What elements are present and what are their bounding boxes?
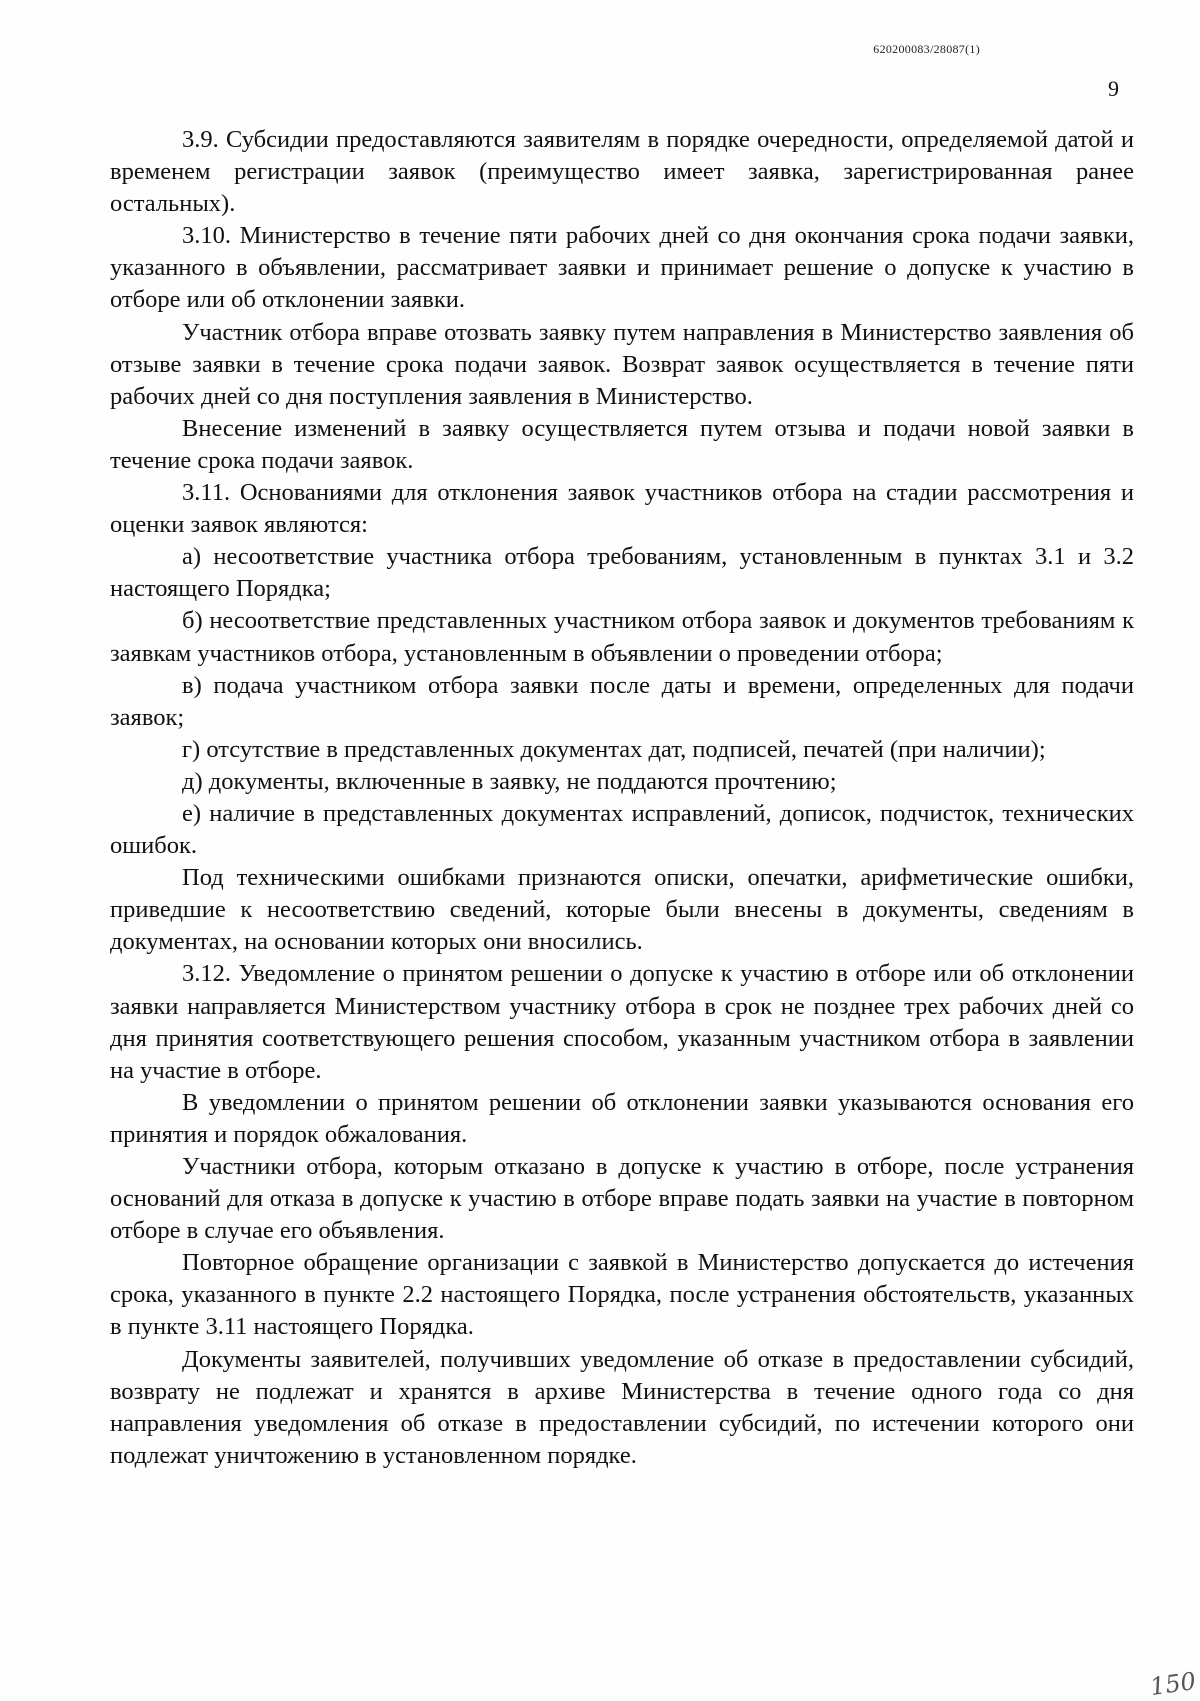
paragraph-technical-errors: Под техническими ошибками признаются описки, опечатки, арифметические ошибки, приведшие к несоответствию сведений, которые были внесены в документы, сведениям в документах, на основании которых они вносились. bbox=[110, 864, 1134, 956]
document-body bbox=[110, 124, 1134, 1472]
paragraph-repeat-appeal: Повторное обращение организации с заявкой в Министерство допускается до истечения срока, указанного в пункте 2.2 настоящего Порядка, после устранения обстоятельств, указанных в пункте 3.11 настоящего Порядка. bbox=[110, 1249, 1134, 1341]
handwritten-page-number: 150 bbox=[1148, 1666, 1198, 1701]
paragraph-repeat-selection: Участники отбора, которым отказано в допуске к участию в отборе, после устранения оснований для отказа в допуске к участию в отборе вправе подать заявки на участие в повторном отборе в случае его объявления. bbox=[110, 1153, 1134, 1245]
document-code: 620200083/28087(1) bbox=[873, 42, 980, 56]
list-item-e: е) наличие в представленных документах исправлений, дописок, подчисток, технических ошибок. bbox=[110, 799, 1134, 860]
paragraph-withdrawal: Участник отбора вправе отозвать заявку путем направления в Министерство заявления об отзыве заявки в течение срока подачи заявок. Возврат заявок осуществляется в течение пяти рабочих дней со дня поступления заявления в Министерство. bbox=[110, 318, 1134, 410]
paragraph-3-12: 3.12. Уведомление о принятом решении о допуске к участию в отборе или об отклонении заявки направляется Министерством участнику отбора в срок не позднее трех рабочих дней со дня принятия соответствующего решения способом, указанным участником отбора в заявлении на участие в отборе. bbox=[110, 960, 1134, 1084]
paragraph-3-10: 3.10. Министерство в течение пяти рабочих дней со дня окончания срока подачи заявки, указанного в объявлении, рассматривает заявки и принимает решение о допуске к участию в отборе или об отклонении заявки. bbox=[110, 222, 1134, 314]
list-item-d: д) документы, включенные в заявку, не поддаются прочтению; bbox=[182, 767, 837, 795]
paragraph-changes: Внесение изменений в заявку осуществляется путем отзыва и подачи новой заявки в течение срока подачи заявок. bbox=[110, 414, 1134, 474]
list-item-a: а) несоответствие участника отбора требованиям, установленным в пунктах 3.1 и 3.2 настоящего Порядка; bbox=[110, 543, 1134, 603]
paragraph-3-9: 3.9. Субсидии предоставляются заявителям в порядке очередности, определяемой датой и временем регистрации заявок (преимущество имеет заявка, зарегистрированная ранее остальных). bbox=[110, 126, 1134, 218]
page-number: 9 bbox=[1108, 76, 1119, 101]
paragraph-documents-archive: Документы заявителей, получивших уведомление об отказе в предоставлении субсидий, возврату не подлежат и хранятся в архиве Министерства в течение одного года со дня направления уведомления об отказе в предоставлении субсидий, по истечении которого они подлежат уничтожению в установленном порядке. bbox=[110, 1345, 1134, 1469]
list-item-b: б) несоответствие представленных участником отбора заявок и документов требованиям к заявкам участников отбора, установленным в объявлении о проведении отбора; bbox=[110, 607, 1134, 667]
list-item-v: в) подача участником отбора заявки после даты и времени, определенных для подачи заявок; bbox=[110, 671, 1134, 731]
paragraph-3-11: 3.11. Основаниями для отклонения заявок участников отбора на стадии рассмотрения и оценки заявок являются: bbox=[110, 479, 1134, 539]
paragraph-rejection-notice: В уведомлении о принятом решении об отклонении заявки указываются основания его принятия и порядок обжалования. bbox=[110, 1088, 1134, 1148]
list-item-g: г) отсутствие в представленных документах дат, подписей, печатей (при наличии); bbox=[182, 735, 1046, 763]
